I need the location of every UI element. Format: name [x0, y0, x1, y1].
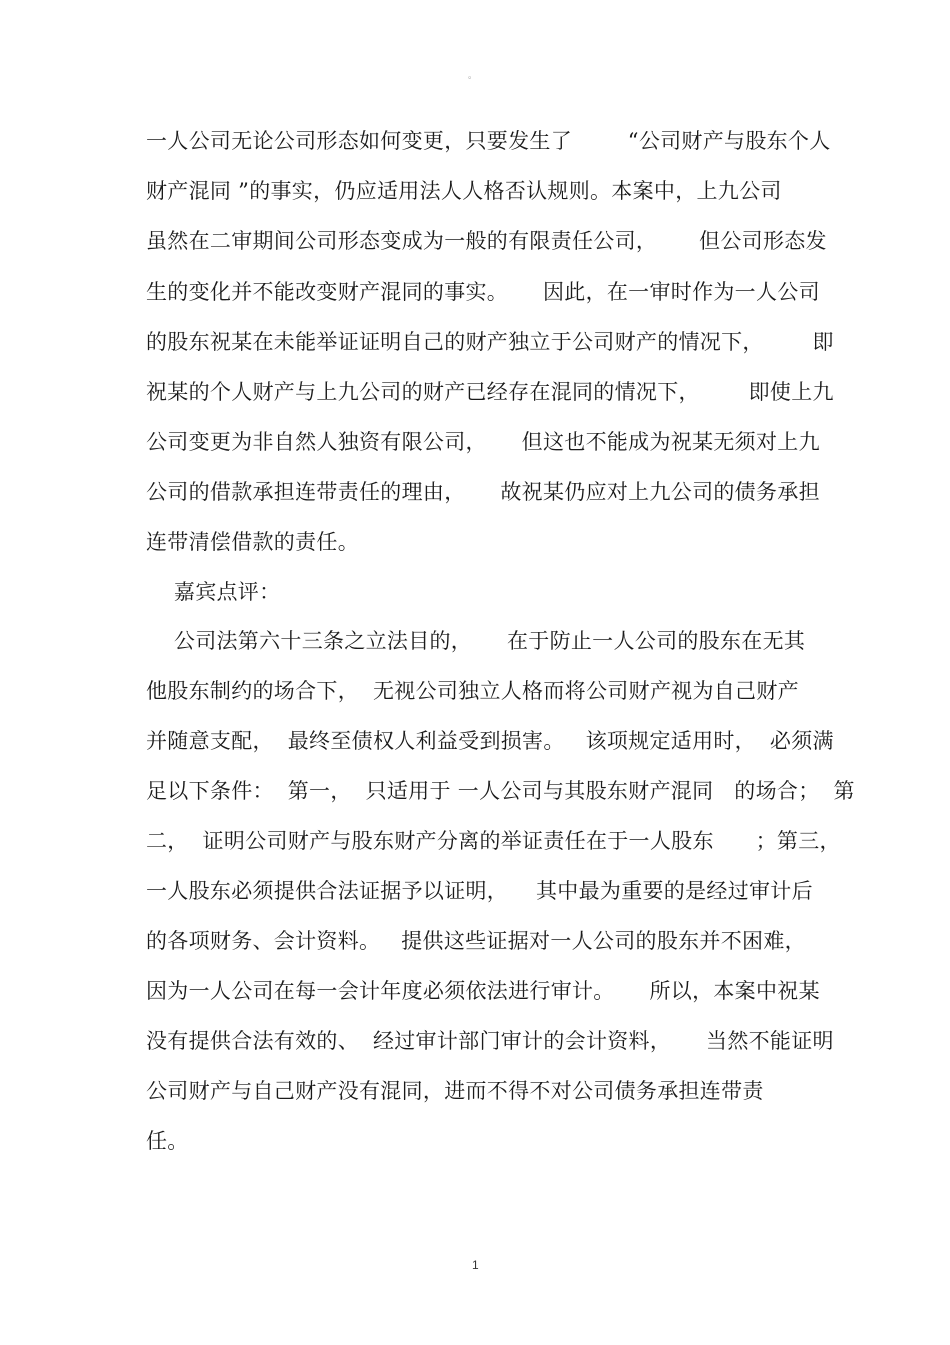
body-line: 公司法第六十三条之立法目的， 在于防止一人公司的股东在无其 — [146, 629, 806, 653]
body-line: 连带清偿借款的责任。 — [146, 530, 359, 554]
body-line: 没有提供合法有效的、 经过审计部门审计的会计资料， 当然不能证明 — [146, 1029, 834, 1053]
body-line: 一人股东必须提供合法证据予以证明， 其中最为重要的是经过审计后 — [146, 879, 813, 903]
page-number: 1 — [472, 1258, 479, 1272]
body-line: 任。 — [146, 1129, 189, 1153]
body-line: 足以下条件： 第一， 只适用于 一人公司与其股东财产混同 的场合； 第 — [146, 779, 855, 803]
body-line: 并随意支配， 最终至债权人利益受到损害。 该项规定适用时， 必须满 — [146, 729, 834, 753]
header-mark: 。 — [468, 71, 478, 81]
body-line: 他股东制约的场合下， 无视公司独立人格而将公司财产视为自己财产 — [146, 679, 799, 703]
body-line: 虽然在二审期间公司形态变成为一般的有限责任公司， 但公司形态发 — [146, 229, 827, 253]
body-line: 的各项财务、会计资料。 提供这些证据对一人公司的股东并不困难， — [146, 929, 806, 953]
body-line: 祝某的个人财产与上九公司的财产已经存在混同的情况下， 即使上九 — [146, 380, 834, 404]
body-line: 一人公司无论公司形态如何变更，只要发生了 “公司财产与股东个人 — [146, 129, 831, 153]
body-line: 的股东祝某在未能举证证明自己的财产独立于公司财产的情况下， 即 — [146, 330, 834, 354]
body-line: 财产混同 ”的事实，仍应适用法人人格否认规则。本案中，上九公司 — [146, 179, 782, 203]
body-line: 二， 证明公司财产与股东财产分离的举证责任在于一人股东 ；第三， — [146, 829, 841, 853]
body-line: 公司的借款承担连带责任的理由， 故祝某仍应对上九公司的债务承担 — [146, 480, 820, 504]
body-line: 生的变化并不能改变财产混同的事实。 因此，在一审时作为一人公司 — [146, 280, 820, 304]
section-heading: 嘉宾点评： — [146, 580, 281, 604]
body-line: 因为一人公司在每一会计年度必须依法进行审计。 所以，本案中祝某 — [146, 979, 820, 1003]
body-line: 公司财产与自己财产没有混同，进而不得不对公司债务承担连带责 — [146, 1079, 764, 1103]
body-line: 公司变更为非自然人独资有限公司， 但这也不能成为祝某无须对上九 — [146, 430, 820, 454]
